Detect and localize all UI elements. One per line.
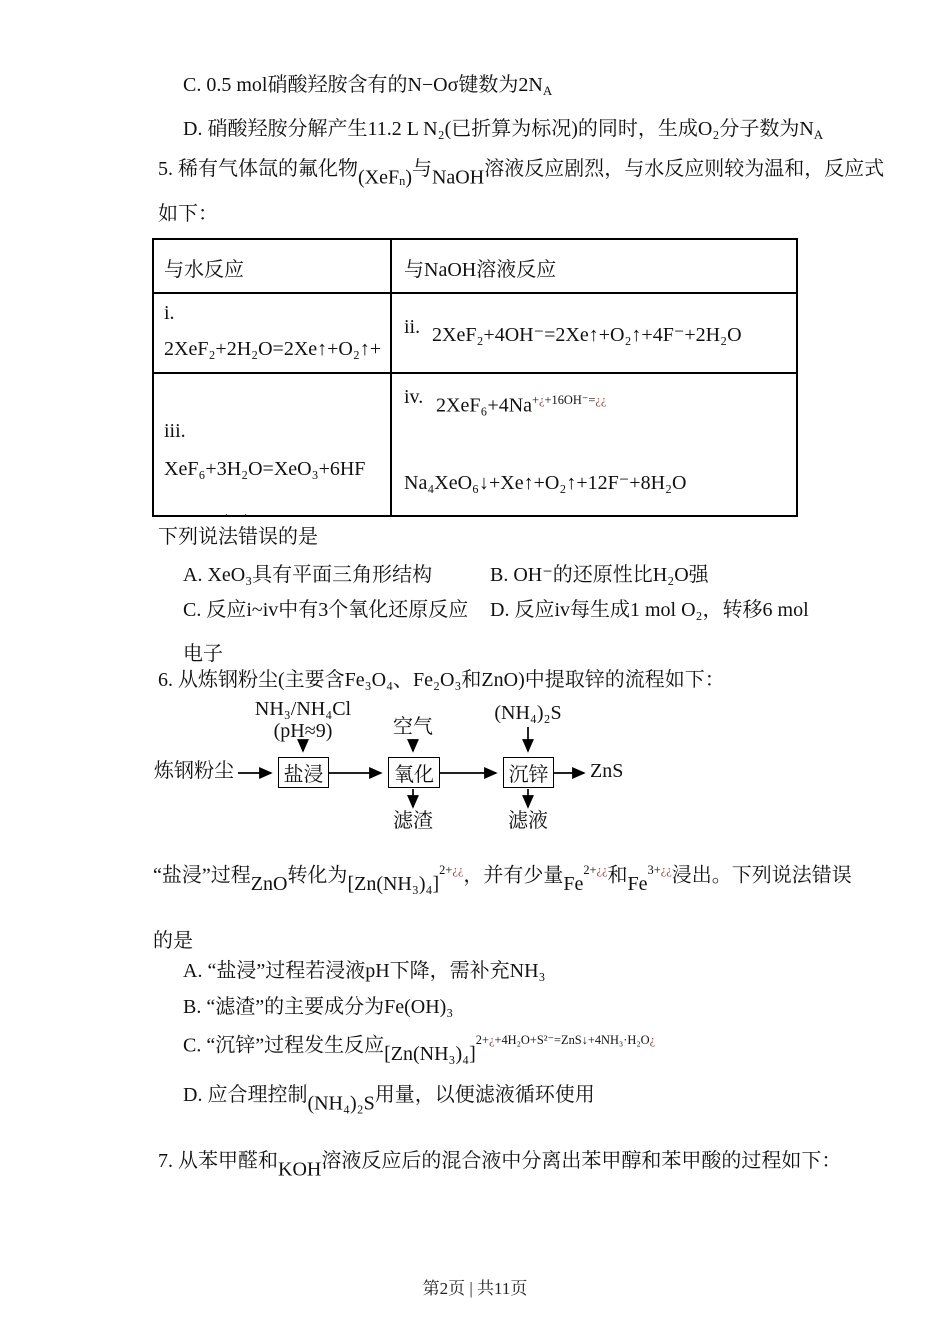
q6-paragraph-line1: “盐浸”过程ZnO转化为$[Zn(NH_3)_4]^{2+¿¿}$，并有少量$Fe^{2+¿¿}$和$Fe^{3+¿¿}$浸出。下列说法错误 [153,863,852,895]
q5-option-d-cont: 电子 [183,643,223,665]
flow-step-zinc-precipitation: 沉锌 [503,757,554,788]
q5-option-a: A. XeO₃具有平面三角形结构 [183,564,433,586]
flow-input-air: 空气 [393,716,433,738]
table-header-water [154,240,392,294]
page-footer: 第2页 | 共11页 [422,1279,528,1298]
flow-product-label: ZnS [590,760,624,782]
reaction-ii-label: ii. [404,316,421,338]
q4-option-d: D. 硝酸羟胺分解产生11.2 L N₂(已折算为标况)的同时，生成O₂分子数为$N_A$ [183,118,824,142]
flow-output-filtrate: 滤液 [508,810,548,832]
emphasis-dots: ·· [224,508,262,524]
q5-stem: 下列说法错误的是 [158,526,318,548]
q5-option-b: B. OH⁻的还原性比H₂O强 [490,564,709,586]
header-water-label: 与水反应 [164,259,244,281]
reaction-iii-label: iii. [164,420,186,442]
flow-input-ph: (pH≈9) [273,720,333,742]
flow-diagram [152,698,672,852]
q7-title: 7. 从苯甲醛和KOH溶液反应后的混合液中分离出苯甲醇和苯甲酸的过程如下： [158,1150,842,1181]
q5-intro-cont: 如下： [158,203,218,225]
table-cell-reaction-ii [392,294,796,374]
flow-output-residue: 滤渣 [393,810,433,832]
q6-option-d: D. 应合理控制(NH₄)₂S用量，以便滤液循环使用 [183,1084,595,1115]
table-cell-reaction-iv [392,374,796,515]
q5-option-c: C. 反应i~iv中有3个氧化还原反应 [183,599,469,621]
q6-option-c: C. “沉锌”过程发生反应$[Zn(NH_3)_4]^{2+¿+4H_2O+S^{2-}=ZnS↓+4NH_3\cdot H_2O¿}$ [183,1033,656,1065]
flow-step-leaching: 盐浸 [278,757,329,788]
q5-option-d: D. 反应iv每生成1 mol O₂，转移6 mol [490,599,809,621]
reaction-ii-formula: 2XeF₂+4OH⁻=2Xe↑+O₂↑+4F⁻+2H₂O [432,324,742,346]
reaction-table [152,238,798,517]
q4-option-c: C. 0.5 mol硝酸羟胺含有的N−Oσ键数为$2N_A$ [183,74,553,98]
reaction-i-label: i. [164,302,175,324]
q6-paragraph-line2: 的是 [153,930,193,952]
flow-input-nh3-nh4cl: NH₃/NH₄Cl [254,698,352,720]
reaction-iii-formula: XeF₆+3H₂O=XeO₃+6HF [164,458,366,480]
reaction-iv-label: iv. [404,386,424,408]
reaction-iv-formula-line2: Na₄XeO₆↓+Xe↑+O₂↑+12F⁻+8H₂O [404,472,687,494]
q6-title: 6. 从炼钢粉尘(主要含Fe₃O₄、Fe₂O₃和ZnO)中提取锌的流程如下： [158,669,725,691]
flow-step-oxidation: 氧化 [388,757,440,788]
q6-option-a: A. “盐浸”过程若浸液pH下降，需补充NH₃ [183,960,546,982]
q6-option-b: B. “滤渣”的主要成分为Fe(OH)₃ [183,996,454,1018]
q5-intro-line: 5. 稀有气体氙的氟化物(XeF$_n$)与NaOH溶液反应剧烈，与水反应则较为温和，反应式 [158,158,885,189]
table-cell-reaction-i [154,294,392,374]
table-header-naoh [392,240,796,294]
reaction-i-formula: 2XeF₂+2H₂O=2Xe↑+O₂↑+ [164,338,382,360]
header-naoh-label: 与NaOH溶液反应 [404,259,557,281]
reaction-iv-formula-line1: $2XeF_6+4Na^{+¿+16OH^-=¿¿}$ [436,393,607,417]
flow-source-label: 炼钢粉尘 [154,760,234,782]
flow-input-ammonium-sulfide: (NH₄)₂S [494,702,562,724]
table-cell-reaction-iii [154,374,392,515]
